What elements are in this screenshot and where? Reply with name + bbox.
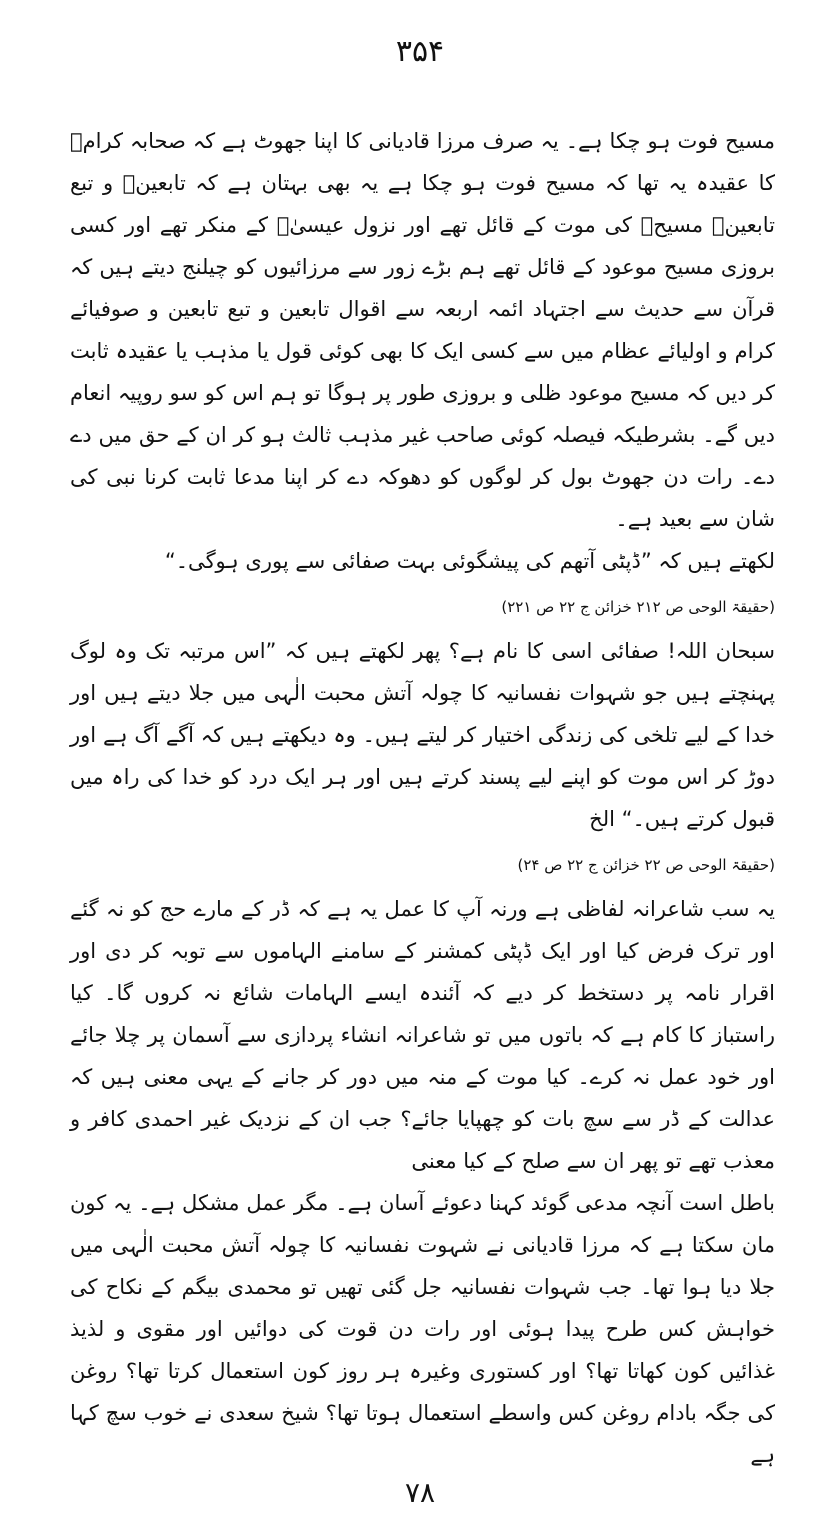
citation-first: (حقیقۃ الوحی ص ۲۱۲ خزائن ج ۲۲ ص ۲۲۱) [501, 598, 775, 616]
page-body [70, 120, 775, 1476]
paragraph-batil: باطل است آنچہ مدعی گوئد کہنا دعوئے آسان ہے۔ مگر عمل مشکل ہے۔ یہ کون مان سکتا ہے کہ مرزا قادیانی نے شہوت نفسانیہ کا چولہ آتش محبت الٰہی میں جلا دیا ہوا تھا۔ جب شہوات نفسانیہ جل گئی تھیں تو محمدی بیگم کے نکاح کی خواہش کس طرح پیدا ہوئی اور رات دن قوت کی دوائیں اور مقوی و لذیذ غذائیں کون کھاتا تھا؟ اور کستوری وغیرہ ہر روز کون استعمال کرتا تھا؟ روغن کی جگہ بادام روغن کس واسطے استعمال ہوتا تھا؟ شیخ سعدی نے خوب سچ کہا ہے [70, 1191, 775, 1467]
page-number-header: ۳۵۴ [395, 34, 445, 69]
paragraph-quote-atham: لکھتے ہیں کہ ”ڈپٹی آتھم کی پیشگوئی بہت صفائی سے پوری ہوگی۔“ [164, 549, 775, 573]
paragraph-subhanallah: سبحان اللہ! صفائی اسی کا نام ہے؟ پھر لکھتے ہیں کہ ”اس مرتبہ تک وہ لوگ پہنچتے ہیں جو شہوات نفسانیہ کا چولہ آتش محبت الٰہی میں جلا دیتے ہیں اور خدا کے لیے تلخی کی زندگی اختیار کر لیتے ہیں۔ وہ دیکھتے ہیں کہ آگے آگ ہے اور دوڑ کر اس موت کو اپنے لیے پسند کرتے ہیں اور ہر ایک درد کو خدا کی راہ میں قبول کرتے ہیں۔“ الخ [70, 639, 775, 831]
page-number-footer: ۷۸ [404, 1476, 436, 1509]
paragraph-poetic-words: یہ سب شاعرانہ لفاظی ہے ورنہ آپ کا عمل یہ ہے کہ ڈر کے مارے حج کو نہ گئے اور ترک فرض کیا اور ایک ڈپٹی کمشنر کے سامنے الہاموں سے توبہ کر دی اور اقرار نامہ پر دستخط کر دیے کہ آئندہ ایسے الہامات شائع نہ کروں گا۔ کیا راستباز کا کام ہے کہ باتوں میں تو شاعرانہ انشاء پردازی سے آسمان پر چلا جائے اور خود عمل نہ کرے۔ کیا موت کے منہ میں دور کر جانے کے یہی معنی ہیں کہ عدالت کے ڈر سے سچ بات کو چھپایا جائے؟ جب ان کے نزدیک غیر احمدی کافر و معذب تھے تو پھر ان سے صلح کے کیا معنی [70, 897, 775, 1173]
paragraph-challenge: مسیح فوت ہو چکا ہے۔ یہ صرف مرزا قادیانی کا اپنا جھوٹ ہے کہ صحابہ کرامؓ کا عقیدہ یہ تھا کہ مسیح فوت ہو چکا ہے یہ بھی بہتان ہے کہ تابعینؒ و تبع تابعینؒ مسیحؑ کی موت کے قائل تھے اور نزول عیسیٰؑ کے منکر تھے اور کسی بروزی مسیح موعود کے قائل تھے ہم بڑے زور سے مرزائیوں کو چیلنج دیتے ہیں کہ قرآن سے حدیث سے اجتہاد ائمہ اربعہ سے اقوال تابعین و تبع تابعین و صوفیائے کرام و اولیائے عظام میں سے کسی ایک کا بھی کوئی قول یا مذہب یا عقیدہ ثابت کر دیں کہ مسیح موعود ظلی و بروزی طور پر ہوگا تو ہم اس کو سو روپیہ انعام دیں گے۔ بشرطیکہ فیصلہ کوئی صاحب غیر مذہب ثالث ہو کر ان کے حق میں دے دے۔ رات دن جھوٹ بول کر لوگوں کو دھوکہ دے کر اپنا مدعا ثابت کرنا نبی کی شان سے بعید ہے۔ [70, 129, 775, 531]
citation-second: (حقیقۃ الوحی ص ۲۲ خزائن ج ۲۲ ص ۲۴) [517, 856, 775, 874]
